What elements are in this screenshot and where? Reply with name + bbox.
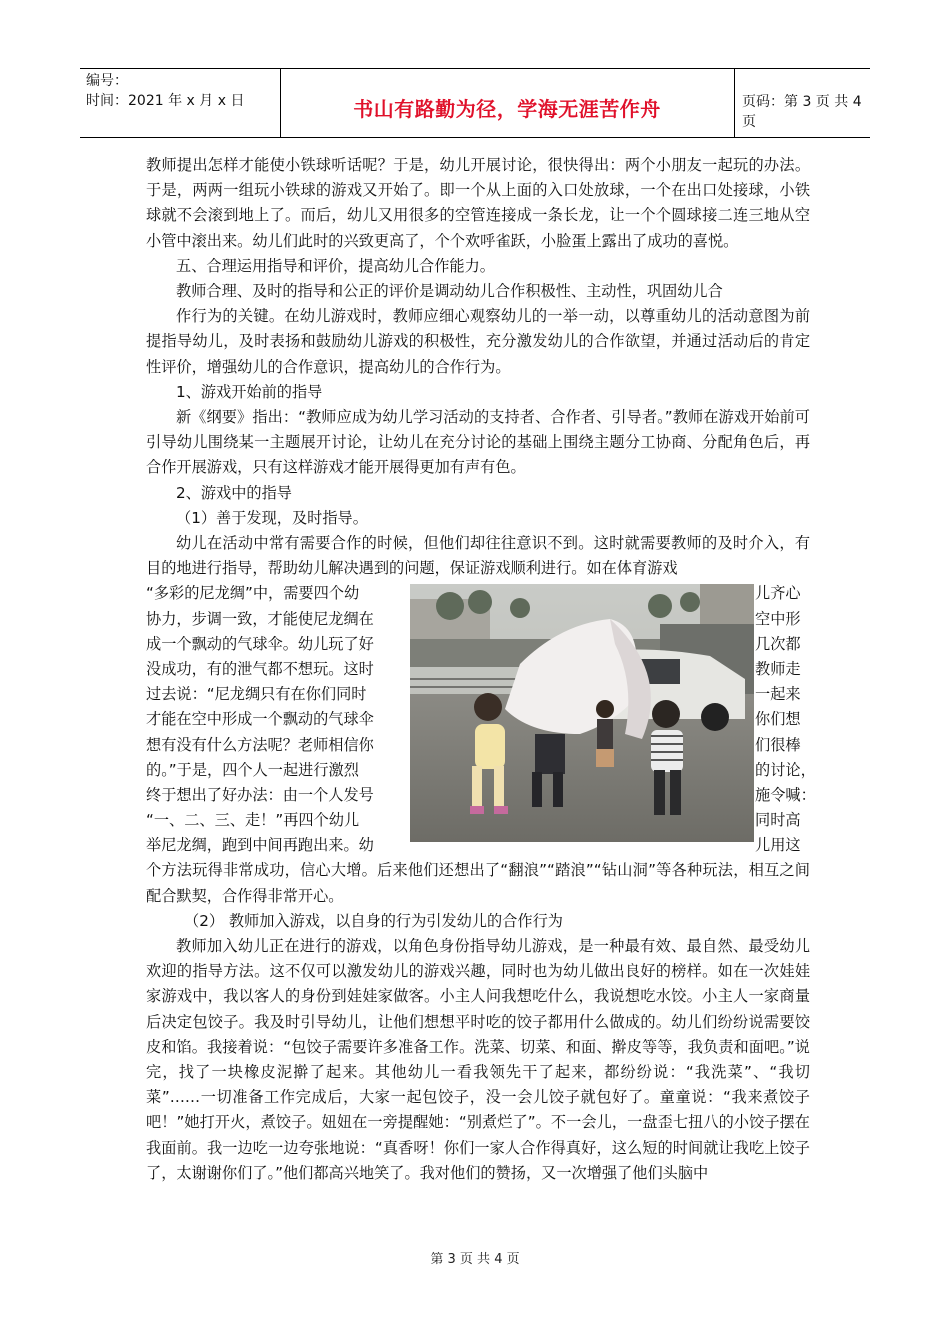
header-meta — [80, 69, 281, 137]
document-body — [146, 153, 816, 1186]
paragraph: 教师提出怎样才能使小铁球听话呢？于是，幼儿开展讨论，很快得出：两个小朋友一起玩的办法。于是，两两一组玩小铁球的游戏又开始了。即一个从上面的入口处放球，一个在出口处接球，小铁球就不会滚到地上了。而后，幼儿又用很多的空管连接成一条长龙，让一个个圆球接二连三地从空小管中滚出来。幼儿们此时的兴致更高了，个个欢呼雀跃，小脸蛋上露出了成功的喜悦。 — [146, 156, 810, 250]
wrap-left-column — [146, 581, 416, 858]
header-page-label: 页码：第 3 页 共 4 页 — [742, 94, 862, 130]
wrap-line-left: 的。”于是，四个人一起进行激烈 — [146, 760, 359, 779]
paragraph: 教师加入幼儿正在进行的游戏，以角色身份指导幼儿游戏，是一种最有效、最自然、最受幼儿欢迎的指导方法。这不仅可以激发幼儿的游戏兴趣，同时也为幼儿做出良好的榜样。如在一次娃娃家游戏中，我以客人的身份到娃娃家做客。小主人问我想吃什么，我说想吃水饺。小主人一家商量后决定包饺子。我及时引导幼儿，让他们想想平时吃的饺子都用什么做成的。幼儿们纷纷说需要饺皮和馅。我接着说：“包饺子需要许多准备工作。洗菜、切菜、和面、擀皮等等，我负责和面吧。”说完，找了一块橡皮泥擀了起来。其他幼儿一看我领先干了起来，都纷纷说：“我洗菜”、“我切菜”……一切准备工作完成后，大家一起包饺子，没一会儿饺子就包好了。童童说：“我来煮饺子吧！”她打开火，煮饺子。妞妞在一旁提醒她：“别煮烂了”。不一会儿，一盘歪七扭八的小饺子摆在我面前。我一边吃一边夸张地说：“真香呀！你们一家人合作得真好，这么短的时间就让我吃上饺子了，太谢谢你们了。”他们都高兴地笑了。我对他们的赞扬，又一次增强了他们头脑中 — [146, 937, 810, 1182]
nylon-game-photo — [410, 584, 754, 842]
wrap-line-right: 的讨论， — [755, 760, 816, 779]
wrap-line-right: 儿齐心 — [755, 584, 801, 603]
wrap-line-right: 们很棒 — [755, 735, 801, 754]
wrap-line-left: “多彩的尼龙绸”中，需要四个幼 — [146, 584, 360, 603]
wrap-line-right: 教师走 — [755, 660, 801, 679]
subheading: （2） 教师加入游戏，以自身的行为引发幼儿的合作行为 — [184, 911, 563, 930]
paragraph: 幼儿在活动中常有需要合作的时候，但他们却往往意识不到。这时就需要教师的及时介入，有目的地进行指导，帮助幼儿解决遇到的问题，保证游戏顺利进行。如在体育游戏 — [146, 534, 810, 578]
time-label: 时间：2021 年 x 月 x 日 — [86, 93, 245, 109]
wrap-line-right: 儿用这 — [755, 836, 801, 855]
wrap-line-left: “一、二、三、走！”再四个幼儿 — [146, 811, 360, 830]
wrap-line-left: 没成功，有的泄气都不想玩。这时 — [146, 660, 374, 679]
subheading: 2、游戏中的指导 — [176, 483, 292, 502]
page-footer: 第 3 页 共 4 页 — [430, 1252, 520, 1267]
wrap-line-left: 过去说：“尼龙绸只有在你们同时 — [146, 685, 367, 704]
subheading: 1、游戏开始前的指导 — [176, 382, 323, 401]
wrap-line-left: 终于想出了好办法：由一个人发号 — [146, 786, 374, 805]
header-motto-cell — [280, 69, 735, 137]
wrap-line-right: 你们想 — [755, 710, 801, 729]
paragraph: 教师合理、及时的指导和公正的评价是调动幼儿合作积极性、主动性，巩固幼儿合 — [176, 282, 723, 301]
wrap-right-column — [755, 581, 825, 858]
wrap-line-left: 想有没有什么方法呢？老师相信你 — [146, 735, 374, 754]
paragraph: 新《纲要》指出：“教师应成为幼儿学习活动的支持者、合作者、引导者。”教师在游戏开始前可引导幼儿围绕某一主题展开讨论，让幼儿在充分讨论的基础上围绕主题分工协商、分配角色后，再合作开展游戏，只有这样游戏才能开展得更加有声有色。 — [146, 408, 810, 477]
wrap-line-right: 同时高 — [755, 811, 801, 830]
wrap-line-right: 一起来 — [755, 685, 801, 704]
paragraph: 作行为的关键。在幼儿游戏时，教师应细心观察幼儿的一举一动，以尊重幼儿的活动意图为前提指导幼儿，及时表扬和鼓励幼儿游戏的积极性，充分激发幼儿的合作欲望，并通过活动后的肯定性评价，增强幼儿的合作意识，提高幼儿的合作行为。 — [146, 307, 810, 376]
wrap-line-right: 空中形 — [755, 609, 801, 628]
paragraph: 个方法玩得非常成功，信心大增。后来他们还想出了“翻浪”“踏浪”“钻山洞”等各种玩法，相互之间配合默契，合作得非常开心。 — [146, 861, 810, 905]
page-header — [80, 68, 870, 138]
subheading: （1）善于发现，及时指导。 — [176, 508, 368, 527]
wrap-line-left: 成一个飘动的气球伞。幼儿玩了好 — [146, 634, 374, 653]
header-motto: 书山有路勤为径，学海无涯苦作舟 — [353, 96, 661, 121]
section-heading: 五、合理运用指导和评价，提高幼儿合作能力。 — [176, 256, 495, 275]
number-label: 编号： — [86, 73, 128, 89]
wrap-line-left: 才能在空中形成一个飘动的气球伞 — [146, 710, 374, 729]
wrap-line-right: 施令喊： — [755, 786, 816, 805]
wrap-line-left: 协力，步调一致，才能使尼龙绸在 — [146, 609, 374, 628]
wrap-line-right: 几次都 — [755, 634, 801, 653]
photo-wrap-block — [146, 581, 816, 858]
wrap-line-left: 举尼龙绸，跑到中间再跑出来。幼 — [146, 836, 374, 855]
